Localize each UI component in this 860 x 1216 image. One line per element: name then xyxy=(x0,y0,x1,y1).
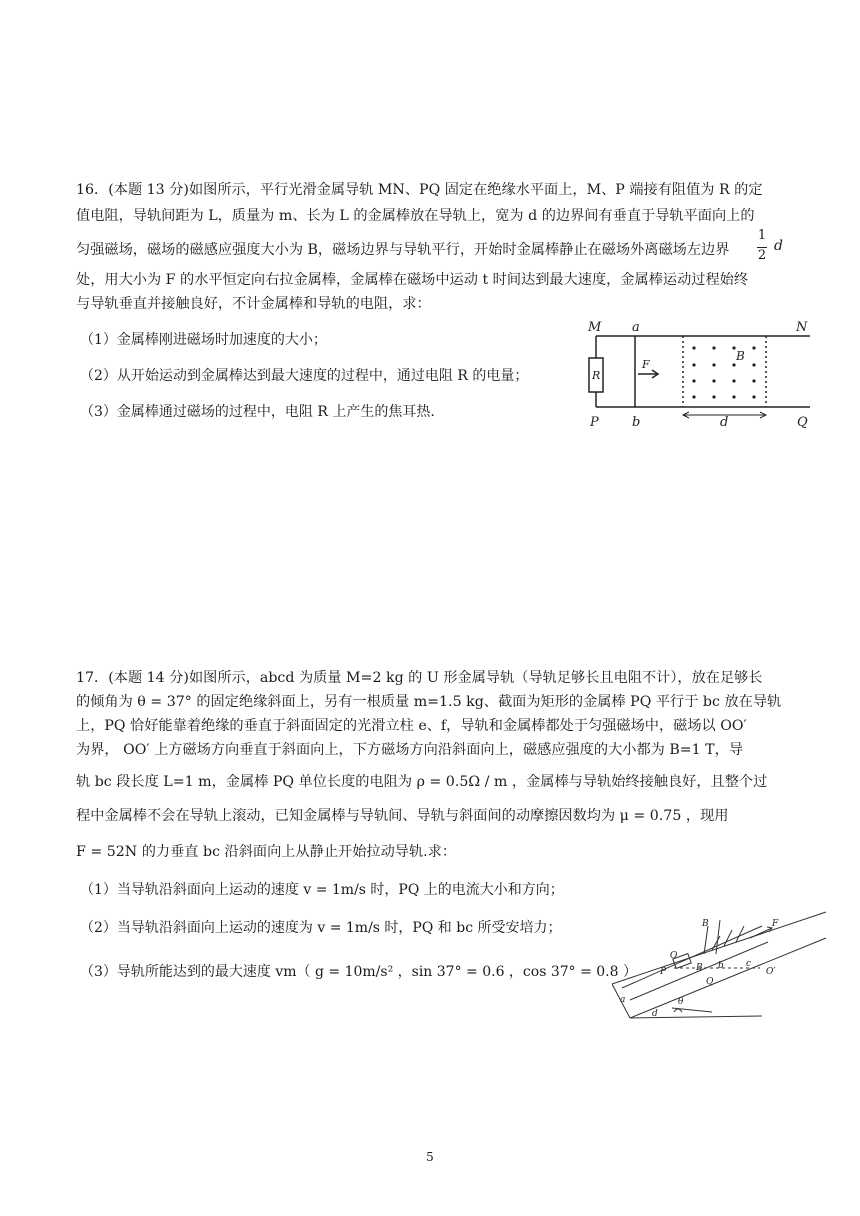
q16-figure xyxy=(586,318,816,436)
q16-frac-numerator: 1 xyxy=(757,228,767,243)
q16-frac-variable: d xyxy=(774,238,783,254)
q16-item-2: （2）从开始运动到金属棒达到最大速度的过程中，通过电阻 R 的电量； xyxy=(80,368,529,384)
q16-line-3: 匀强磁场，磁场的磁感应强度大小为 B，磁场边界与导轨平行，开始时金属棒静止在磁场外离磁场左边界 xyxy=(76,242,730,258)
q17-label-O: O xyxy=(670,951,678,961)
q17-figure xyxy=(612,908,832,1028)
q16-item-3: （3）金属棒通过磁场的过程中，电阻 R 上产生的焦耳热. xyxy=(80,404,435,420)
q17-label-b: b xyxy=(718,961,724,971)
q16-label-B: B xyxy=(736,349,745,363)
q16-label-R: R xyxy=(592,369,601,382)
q16-label-Q: Q xyxy=(797,415,808,430)
q16-line-4: 处，用大小为 F 的水平恒定向右拉金属棒，金属棒在磁场中运动 t 时间达到最大速度，金属棒运动过程始终 xyxy=(76,272,749,288)
q17-line-2: 的倾角为 θ = 37° 的固定绝缘斜面上，另有一根质量 m=1.5 kg、截面为矩形的金属棒 PQ 平行于 bc 放在导轨 xyxy=(76,694,782,710)
q16-label-d: d xyxy=(720,415,729,430)
q17-line-4: 为界， OO′ 上方磁场方向垂直于斜面向上，下方磁场方向沿斜面向上，磁感应强度的大小都为 B=1 T，导 xyxy=(76,742,744,758)
q17-label-d: d xyxy=(652,1009,658,1019)
q16-fraction xyxy=(756,228,786,268)
q17-line-5: 轨 bc 段长度 L=1 m，金属棒 PQ 单位长度的电阻为 ρ = 0.5Ω / m ，金属棒与导轨始终接触良好，且整个过 xyxy=(76,774,768,790)
q16-line-1: 16．(本题 13 分)如图所示，平行光滑金属导轨 MN、PQ 固定在绝缘水平面上，M、P 端接有阻值为 R 的定 xyxy=(76,182,763,198)
q17-label-F: F xyxy=(772,919,779,929)
q17-label-Oprime: O′ xyxy=(766,967,776,977)
q17-label-Q: Q xyxy=(706,977,714,987)
q17-item-2: （2）当导轨沿斜面向上运动的速度为 v = 1m/s 时，PQ 和 bc 所受安培力； xyxy=(80,920,562,936)
q16-line-5: 与导轨垂直并接触良好，不计金属棒和导轨的电阻，求： xyxy=(76,296,431,312)
q17-label-theta: θ xyxy=(678,997,684,1007)
q17-label-B2: B xyxy=(696,963,703,973)
q17-label-P: P xyxy=(660,967,667,977)
q17-item-1: （1）当导轨沿斜面向上运动的速度 v = 1m/s 时，PQ 上的电流大小和方向； xyxy=(80,882,564,898)
q16-frac-denominator: 2 xyxy=(757,248,767,263)
q16-label-M: M xyxy=(588,320,602,335)
q16-line-2: 值电阻，导轨间距为 L，质量为 m、长为 L 的金属棒放在导轨上，宽为 d 的边界间有垂直于导轨平面向上的 xyxy=(76,208,755,224)
q16-label-a: a xyxy=(632,320,640,335)
q16-label-b: b xyxy=(632,415,641,430)
q16-label-P: P xyxy=(590,415,599,430)
q16-item-1: （1）金属棒刚进磁场时加速度的大小； xyxy=(80,332,327,348)
q17-line-1: 17．(本题 14 分)如图所示，abcd 为质量 M=2 kg 的 U 形金属导轨（导轨足够长且电阻不计），放在足够长 xyxy=(76,670,763,686)
q17-label-a: a xyxy=(620,995,626,1005)
q17-line-6: 程中金属棒不会在导轨上滚动，已知金属棒与导轨间、导轨与斜面间的动摩擦因数均为 μ = 0.75 ，现用 xyxy=(76,808,729,824)
page-number: 5 xyxy=(426,1150,434,1164)
q17-label-c: c xyxy=(746,959,752,969)
q16-label-N: N xyxy=(796,320,808,335)
q17-line-7: F = 52N 的力垂直 bc 沿斜面向上从静止开始拉动导轨.求： xyxy=(76,844,457,860)
q17-line-3: 上，PQ 恰好能靠着绝缘的垂直于斜面固定的光滑立柱 e、f，导轨和金属棒都处于匀强磁场中，磁场以 OO′ xyxy=(76,718,747,734)
q16-label-F: F xyxy=(642,358,650,371)
q17-item-3: （3）导轨所能达到的最大速度 vm（ g = 10m/s² ，sin 37° = 0.6 ，cos 37° = 0.8 ） xyxy=(80,964,637,980)
q17-label-B1: B xyxy=(702,919,709,929)
